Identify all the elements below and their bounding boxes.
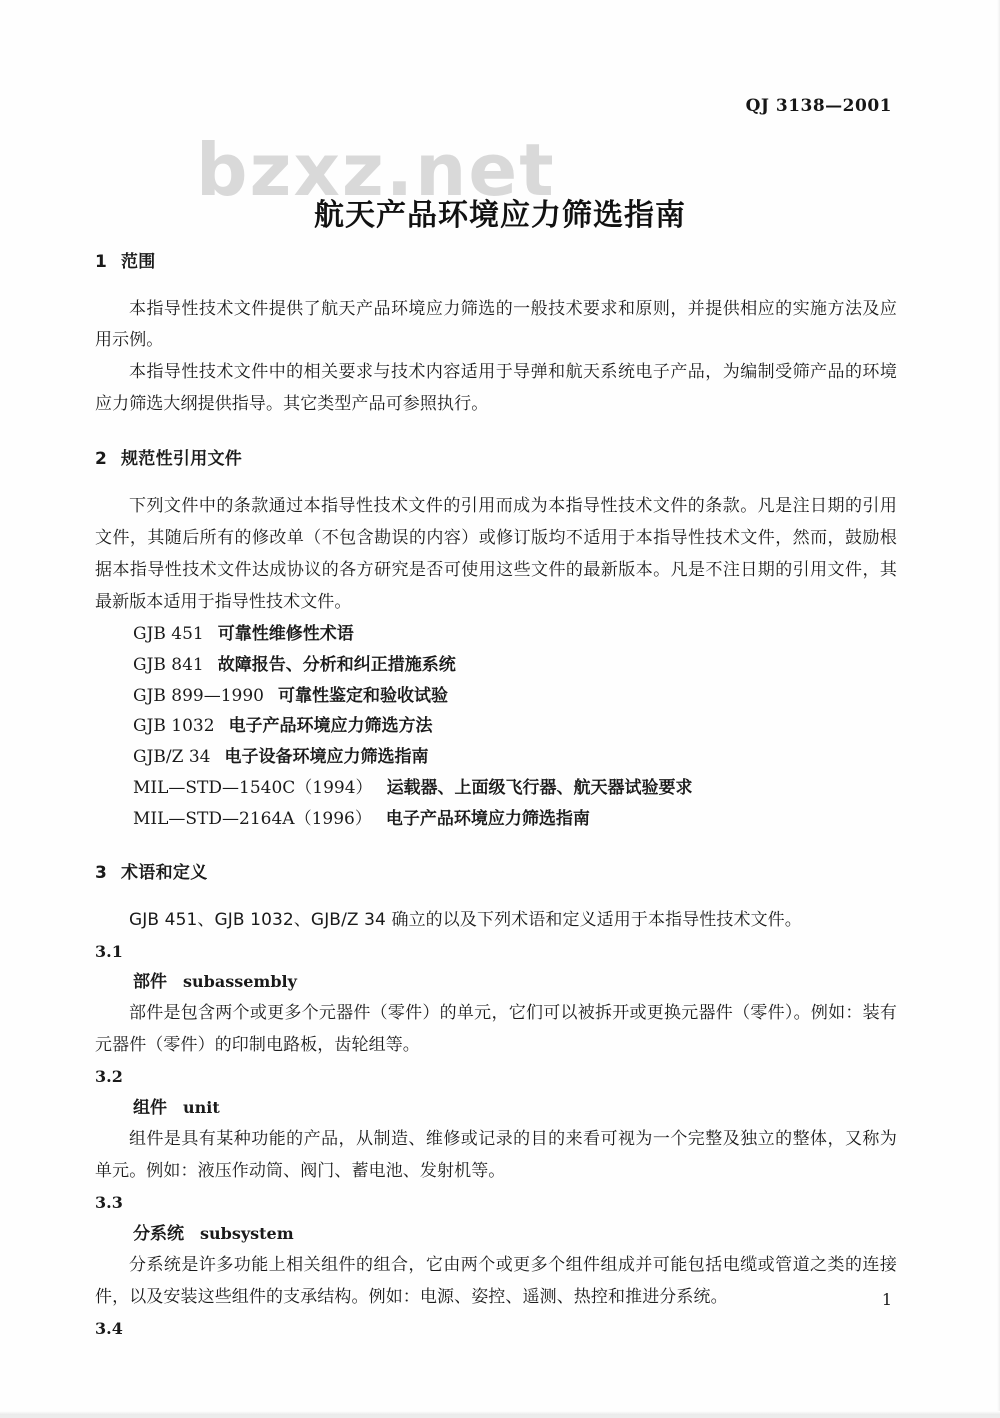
reference-title: 可靠性鉴定和验收试验 xyxy=(278,685,449,706)
reference-code: GJB 899—1990 xyxy=(133,685,265,706)
page-number: 1 xyxy=(881,1290,892,1309)
section-number-1: 1 xyxy=(95,252,108,272)
term-entry-3-3 xyxy=(95,1219,897,1250)
clause-definition: 分系统是许多功能上相关组件的组合，它由两个或更多个组件组成并可能包括电缆或管道之类的连接件，以及安装这些组件的支承结构。例如：电源、姿控、遥测、热控和推进分系统。 xyxy=(95,1254,897,1307)
reference-item xyxy=(95,804,897,835)
reference-item xyxy=(95,742,897,773)
term-english: unit xyxy=(183,1097,220,1117)
section-heading-1 xyxy=(95,250,897,276)
clause-definition: 组件是具有某种功能的产品，从制造、维修或记录的目的来看可视为一个完整及独立的整体，又称为单元。例如：液压作动筒、阀门、蓄电池、发射机等。 xyxy=(95,1129,897,1182)
reference-title: 可靠性维修性术语 xyxy=(217,623,354,644)
section-title-2: 规范性引用文件 xyxy=(121,449,243,470)
section-heading-3 xyxy=(95,861,897,887)
standard-number-header: QJ 3138—2001 xyxy=(745,96,892,116)
reference-code: GJB/Z 34 xyxy=(133,747,211,768)
reference-code: GJB 451 xyxy=(133,623,204,644)
page-title: 航天产品环境应力筛选指南 xyxy=(314,198,686,234)
reference-title: 运载器、上面级飞行器、航天器试验要求 xyxy=(386,778,693,799)
clause-number-3-2: 3.2 xyxy=(95,1067,123,1087)
site-watermark: bzxz.net xyxy=(196,128,556,212)
section-heading-2 xyxy=(95,447,897,473)
term-entry-3-1 xyxy=(95,967,897,998)
term-english: subassembly xyxy=(183,972,297,992)
reference-code: GJB 841 xyxy=(133,654,204,675)
section-title-3: 术语和定义 xyxy=(121,863,208,884)
reference-item xyxy=(95,619,897,650)
clause-number-3-3: 3.3 xyxy=(95,1193,123,1213)
reference-item xyxy=(95,650,897,681)
term-chinese: 组件 xyxy=(133,1097,167,1118)
term-chinese: 分系统 xyxy=(133,1223,184,1244)
term-chinese: 部件 xyxy=(133,972,167,993)
paragraph: 下列文件中的条款通过本指导性技术文件的引用而成为本指导性技术文件的条款。凡是注日期的引用文件，其随后所有的修改单（不包含勘误的内容）或修订版均不适用于本指导性技术文件，然而，鼓励根据本指导性技术文件达成协议的各方研究是否可使用这些文件的最新版本。凡是不注日期的引用文件，其最新版本适用于指导性技术文件。 xyxy=(95,495,897,612)
reference-title: 故障报告、分析和纠正措施系统 xyxy=(217,654,456,675)
document-body xyxy=(95,250,897,1344)
clause-number-3-4: 3.4 xyxy=(95,1318,123,1338)
section-number-2: 2 xyxy=(95,449,108,470)
paragraph: 本指导性技术文件提供了航天产品环境应力筛选的一般技术要求和原则，并提供相应的实施方法及应用示例。 xyxy=(95,298,897,351)
reference-item xyxy=(95,711,897,742)
reference-item xyxy=(95,681,897,712)
paragraph: GJB 451、GJB 1032、GJB/Z 34 确立的以及下列术语和定义适用于本指导性技术文件。 xyxy=(129,909,802,930)
reference-code: GJB 1032 xyxy=(133,716,215,737)
clause-definition: 部件是包含两个或更多个元器件（零件）的单元，它们可以被拆开或更换元器件（零件）。例如：装有元器件（零件）的印制电路板，齿轮组等。 xyxy=(95,1003,897,1056)
reference-title: 电子设备环境应力筛选指南 xyxy=(224,747,429,768)
normative-reference-list xyxy=(95,619,897,836)
reference-title: 电子产品环境应力筛选方法 xyxy=(228,716,433,737)
term-english: subsystem xyxy=(200,1223,294,1243)
paragraph: 本指导性技术文件中的相关要求与技术内容适用于导弹和航天系统电子产品，为编制受筛产品的环境应力筛选大纲提供指导。其它类型产品可参照执行。 xyxy=(95,362,897,415)
reference-item xyxy=(95,773,897,804)
reference-code: MIL—STD—1540C（1994） xyxy=(133,778,373,799)
section-number-3: 3 xyxy=(95,863,108,884)
reference-code: MIL—STD—2164A（1996） xyxy=(133,809,372,830)
section-title-1: 范围 xyxy=(121,252,156,272)
term-entry-3-2 xyxy=(95,1093,897,1124)
reference-title: 电子产品环境应力筛选指南 xyxy=(385,809,590,830)
scan-edge-bottom xyxy=(0,1411,1000,1415)
clause-number-3-1: 3.1 xyxy=(95,941,123,961)
